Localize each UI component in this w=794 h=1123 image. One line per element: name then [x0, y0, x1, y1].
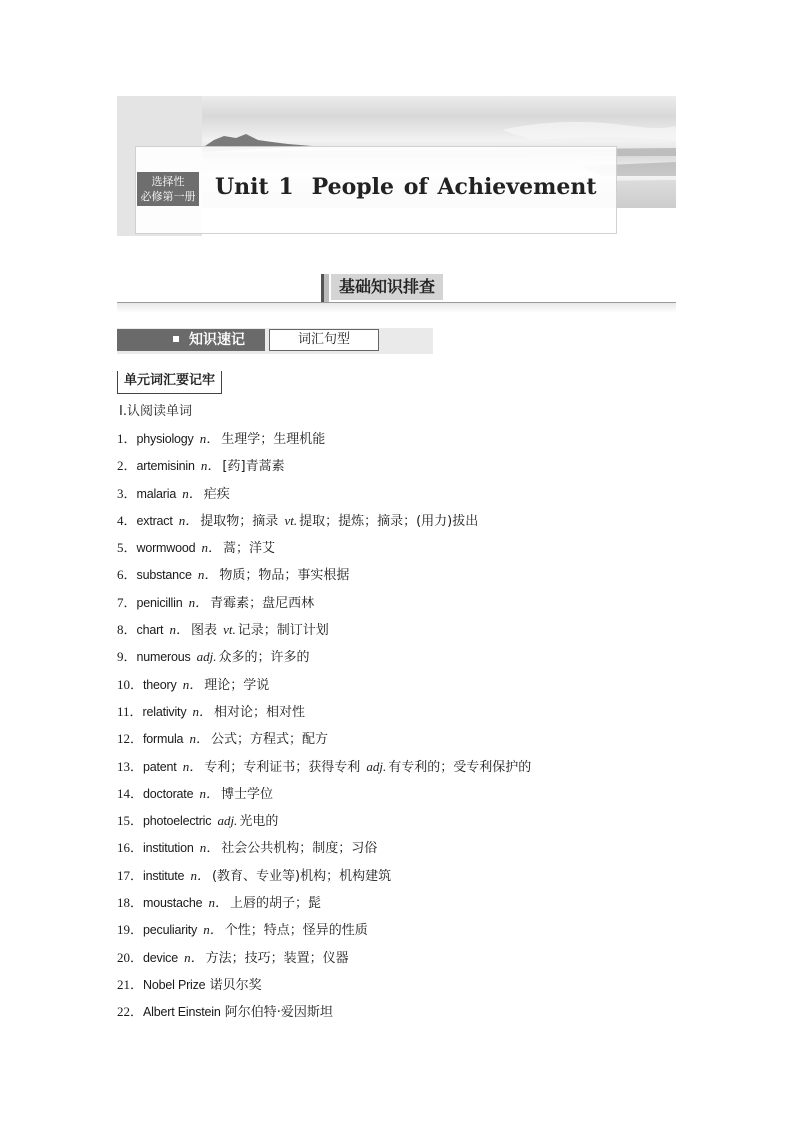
vocab-word: numerous [136, 650, 191, 665]
vocab-number: 16． [117, 840, 144, 856]
vocab-number: 1． [117, 431, 137, 446]
vocab-part-of-speech: adj. [196, 649, 217, 665]
vocab-word: peculiarity [143, 923, 198, 938]
vocab-part-of-speech: n． [182, 676, 203, 692]
vocab-number: 9． [117, 649, 137, 665]
vocab-part-of-speech: n． [199, 431, 220, 446]
vocab-number: 19． [117, 922, 144, 938]
vocab-part-of-speech: n． [197, 567, 218, 583]
vocab-part-of-speech: n． [208, 895, 229, 911]
vocab-word: relativity [142, 704, 187, 719]
vocab-word: physiology [136, 432, 194, 446]
vocab-item [117, 702, 531, 729]
tab-vocabulary-sentences[interactable]: 词汇句型 [269, 329, 379, 351]
unit-number: Unit 1 [215, 174, 294, 200]
vocab-number: 6． [117, 567, 137, 583]
vocab-item [117, 975, 531, 1002]
vocab-meaning: 蒿；洋艾 [223, 541, 276, 557]
vocab-word: doctorate [143, 786, 194, 801]
vocab-word: Albert Einstein [143, 1005, 221, 1020]
vocab-word: institute [143, 868, 185, 883]
vocab-part-of-speech: n． [182, 758, 203, 774]
list-heading: Ⅰ.认阅读单词 [119, 404, 192, 419]
vocab-meaning: 记录；制订计划 [237, 623, 329, 639]
vocab-number: 8． [117, 622, 137, 638]
vocab-part-of-speech: n． [199, 785, 219, 801]
vocab-meaning: 阿尔伯特·爱因斯坦 [224, 1005, 333, 1021]
subheading: 单元词汇要记牢 [117, 371, 222, 394]
vocab-number: 12． [117, 731, 144, 747]
vocab-item [117, 784, 531, 811]
vocab-part-of-speech: n． [182, 485, 202, 501]
vocab-number: 2． [117, 458, 137, 474]
vocab-number: 10． [117, 676, 144, 692]
vocab-meaning: 图表 [190, 623, 217, 639]
vocab-part-of-speech: n． [203, 922, 223, 938]
vocab-word: institution [143, 841, 194, 856]
vocab-word: extract [136, 513, 173, 528]
vocab-number: 14． [117, 785, 144, 801]
vocab-meaning: 生理学；生理机能 [221, 432, 326, 447]
vocab-part-of-speech: adj. [217, 813, 238, 829]
vocab-item [117, 675, 531, 702]
vocab-item [117, 593, 531, 620]
vocab-word: malaria [136, 486, 177, 501]
vocab-item [117, 1002, 531, 1029]
vocab-number: 20． [117, 949, 144, 965]
square-bullet-icon [173, 336, 179, 342]
tab-knowledge-notes[interactable] [117, 329, 265, 351]
vocab-item [117, 811, 531, 838]
vocab-meaning: 公式；方程式；配方 [210, 732, 328, 748]
unit-name: People of Achievement [311, 174, 597, 200]
vocab-part-of-speech: adj. [366, 758, 387, 774]
section-divider [117, 302, 676, 303]
vocab-part-of-speech: n． [184, 949, 204, 965]
vocab-item [117, 893, 531, 920]
vocab-number: 4． [117, 512, 137, 528]
vocab-part-of-speech: n． [201, 540, 222, 556]
vocab-meaning: 物质；物品；事实根据 [219, 568, 350, 584]
vocab-word: substance [136, 568, 192, 583]
textbook-tag-line2: 必修第一册 [140, 190, 196, 203]
vocab-item [117, 620, 531, 647]
textbook-tag-line1: 选择性 [151, 175, 185, 188]
vocab-meaning: 青霉素；盘尼西林 [210, 595, 315, 611]
vocab-meaning: 诺贝尔奖 [209, 977, 262, 993]
vocab-word: photoelectric [143, 814, 212, 829]
vocab-number: 17． [117, 867, 144, 883]
textbook-tag [137, 172, 199, 206]
vocab-part-of-speech: n． [188, 594, 209, 610]
vocab-number: 3． [117, 485, 137, 501]
vocab-part-of-speech: vt. [223, 622, 236, 638]
vocab-part-of-speech: n． [199, 840, 220, 856]
vocab-meaning: 疟疾 [203, 486, 230, 502]
vocab-item [117, 757, 531, 784]
vocab-word: patent [143, 759, 177, 774]
vocab-part-of-speech: n． [189, 731, 209, 747]
vocab-item [117, 429, 531, 456]
vocab-part-of-speech: n． [190, 867, 210, 883]
vocab-item [117, 538, 531, 565]
section-bracket-icon [321, 274, 329, 302]
vocab-item [117, 565, 531, 592]
vocab-word: penicillin [136, 595, 183, 610]
vocab-part-of-speech: n． [178, 512, 199, 528]
vocab-item [117, 948, 531, 975]
vocab-number: 5． [117, 540, 137, 556]
vocab-part-of-speech: vt. [284, 512, 298, 528]
vocab-meaning: 提取；提炼；摘录；(用力)拔出 [299, 513, 479, 529]
vocab-part-of-speech: n． [192, 703, 213, 719]
vocab-number: 18． [117, 895, 144, 911]
vocab-item [117, 484, 531, 511]
vocabulary-list [117, 429, 531, 1030]
vocab-meaning: 众多的；许多的 [218, 650, 310, 666]
vocab-item [117, 456, 531, 483]
vocab-meaning: 方法；技巧；装置；仪器 [205, 950, 349, 966]
vocab-word: device [143, 950, 178, 965]
vocab-meaning: 提取物；摘录 [200, 513, 279, 529]
vocab-meaning: (教育、专业等)机构；机构建筑 [211, 868, 392, 884]
vocab-item [117, 920, 531, 947]
vocab-number: 21． [117, 976, 144, 992]
vocab-item [117, 866, 531, 893]
vocab-meaning: 个性；特点；怪异的性质 [224, 923, 368, 939]
vocab-part-of-speech: n． [200, 458, 221, 474]
vocab-meaning: 上唇的胡子；髭 [230, 896, 322, 912]
vocab-word: wormwood [136, 541, 196, 556]
section-title: 基础知识排查 [331, 274, 443, 300]
vocab-item [117, 729, 531, 756]
vocab-item [117, 511, 531, 538]
vocab-meaning: 专利；专利证书；获得专利 [204, 759, 361, 775]
vocab-number: 11． [117, 703, 143, 719]
knowledge-tabbar [117, 328, 433, 354]
vocab-word: formula [143, 732, 184, 747]
vocab-meaning: 社会公共机构；制度；习俗 [221, 841, 378, 857]
vocab-meaning: 相对论；相对性 [214, 704, 306, 720]
vocab-item [117, 838, 531, 865]
vocab-meaning: 博士学位 [221, 786, 274, 802]
tab-knowledge-notes-label: 知识速记 [189, 332, 245, 348]
vocab-word: artemisinin [136, 459, 195, 474]
vocab-item [117, 647, 531, 674]
unit-banner [117, 96, 676, 236]
vocab-number: 7． [117, 594, 137, 610]
vocab-meaning: 理论；学说 [204, 677, 270, 693]
vocab-meaning: [药]青蒿素 [222, 459, 285, 475]
unit-title [215, 174, 597, 200]
vocab-meaning: 光电的 [239, 814, 279, 830]
vocab-word: moustache [143, 896, 203, 911]
vocab-number: 15． [117, 813, 144, 829]
vocab-word: chart [136, 623, 164, 638]
vocab-word: Nobel Prize [143, 977, 206, 992]
vocab-meaning: 有专利的；受专利保护的 [388, 759, 532, 775]
vocab-number: 22． [117, 1004, 144, 1020]
vocab-part-of-speech: n． [169, 622, 189, 638]
vocab-word: theory [143, 677, 177, 692]
section-header [117, 272, 676, 308]
vocab-number: 13． [117, 758, 144, 774]
